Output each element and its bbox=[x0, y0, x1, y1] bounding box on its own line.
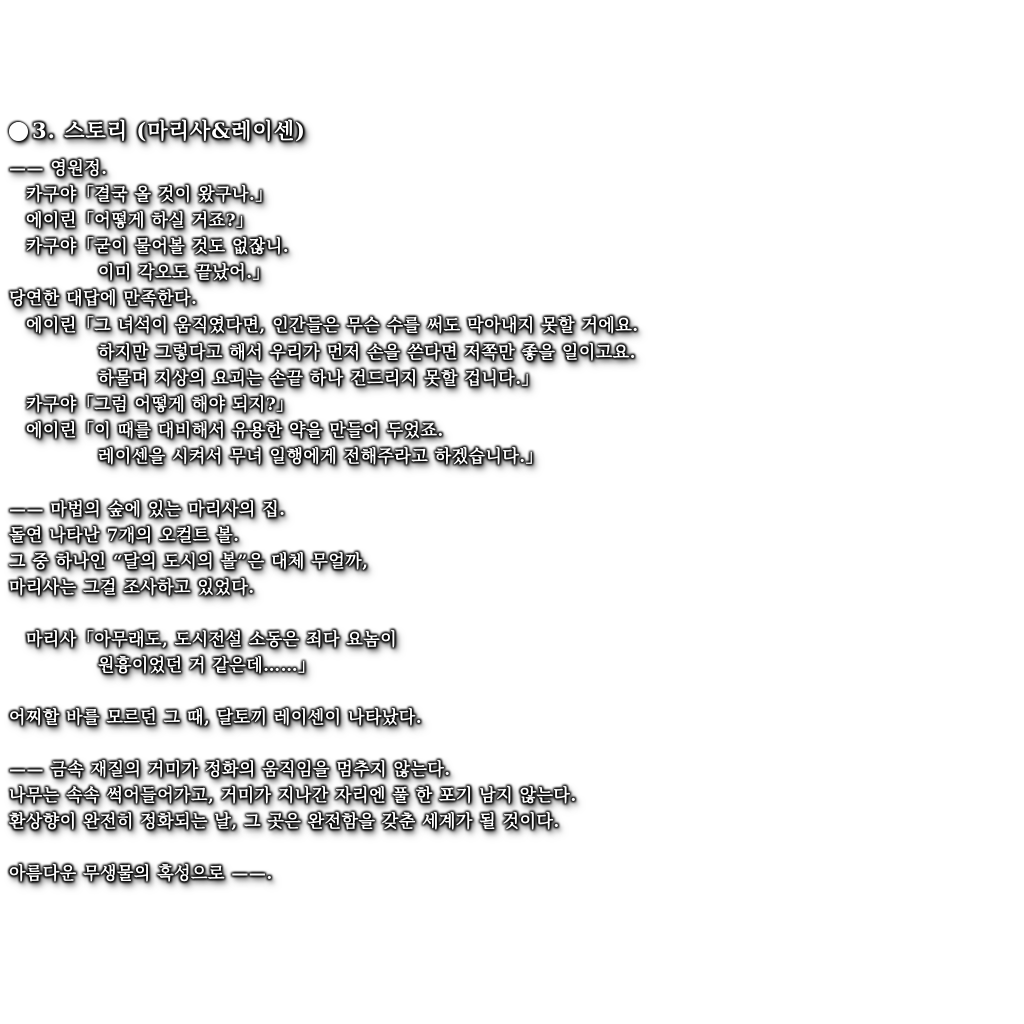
narration-line: —— 금속 재질의 거미가 정화의 움직임을 멈추지 않는다. bbox=[9, 760, 451, 780]
speaker-name: 에이린 bbox=[26, 316, 77, 336]
narration-line: 돌연 나타난 7개의 오컬트 볼. bbox=[9, 526, 240, 546]
location-line: —— 영원정. bbox=[9, 159, 108, 179]
dialogue-continuation: 하물며 지상의 요괴는 손끝 하나 건드리지 못할 겁니다.」 bbox=[98, 369, 540, 389]
dialogue-text: 「이 때를 대비해서 유용한 약을 만들어 두었죠. bbox=[76, 421, 444, 441]
narration-line: 마리사는 그걸 조사하고 있었다. bbox=[9, 578, 255, 598]
heading-title: 스토리 (마리사&레이센) bbox=[64, 118, 306, 143]
location-line: —— 마법의 숲에 있는 마리사의 집. bbox=[9, 500, 286, 520]
speaker-name: 마리사 bbox=[26, 630, 77, 650]
speaker-name: 카구야 bbox=[26, 237, 77, 257]
dialogue-line bbox=[26, 392, 294, 418]
narration-line: 환상향이 완전히 정화되는 날, 그 곳은 완전함을 갖춘 세계가 될 것이다. bbox=[9, 812, 560, 832]
dialogue-continuation: 레이센을 시켜서 무녀 일행에게 전해주라고 하겠습니다.」 bbox=[98, 447, 544, 467]
speaker-name: 카구야 bbox=[26, 395, 77, 415]
dialogue-text: 「그 녀석이 움직였다면, 인간들은 무슨 수를 써도 막아내지 못할 거에요. bbox=[76, 316, 639, 336]
speaker-name: 에이린 bbox=[26, 421, 77, 441]
narration-line: 당연한 대답에 만족한다. bbox=[9, 289, 198, 309]
speaker-name: 에이린 bbox=[26, 211, 77, 231]
dialogue-continuation: 원흉이었던 거 같은데……」 bbox=[98, 656, 316, 676]
dialogue-text: 「그럼 어떻게 해야 되지?」 bbox=[76, 395, 294, 415]
dialogue-continuation: 이미 각오도 끝났어.」 bbox=[98, 263, 271, 283]
section-heading bbox=[9, 116, 306, 146]
narration-line: 어찌할 바를 모르던 그 때, 달토끼 레이센이 나타났다. bbox=[9, 708, 423, 728]
dialogue-line bbox=[26, 208, 254, 234]
narration-line: 나무는 속속 썩어들어가고, 거미가 지나간 자리엔 풀 한 포기 남지 않는다. bbox=[9, 786, 577, 806]
dialogue-line bbox=[26, 627, 397, 653]
circle-icon bbox=[9, 122, 28, 141]
dialogue-line bbox=[26, 234, 289, 260]
speaker-name: 카구야 bbox=[26, 185, 77, 205]
narration-line: 그 중 하나인 “달의 도시의 볼”은 대체 무얼까, bbox=[9, 552, 369, 572]
dialogue-continuation: 하지만 그렇다고 해서 우리가 먼저 손을 쓴다면 저쪽만 좋을 일이고요. bbox=[98, 343, 636, 363]
heading-number: 3. bbox=[32, 118, 56, 143]
dialogue-text: 「아무래도, 도시전설 소동은 죄다 요놈이 bbox=[76, 630, 398, 650]
dialogue-text: 「결국 올 것이 왔구나.」 bbox=[76, 185, 273, 205]
dialogue-line bbox=[26, 313, 639, 339]
dialogue-text: 「굳이 물어볼 것도 없잖니. bbox=[76, 237, 290, 257]
dialogue-text: 「어떻게 하실 거죠?」 bbox=[76, 211, 254, 231]
final-line: 아름다운 무생물의 혹성으로 ——. bbox=[9, 864, 273, 884]
dialogue-line bbox=[26, 182, 273, 208]
dialogue-line bbox=[26, 418, 444, 444]
